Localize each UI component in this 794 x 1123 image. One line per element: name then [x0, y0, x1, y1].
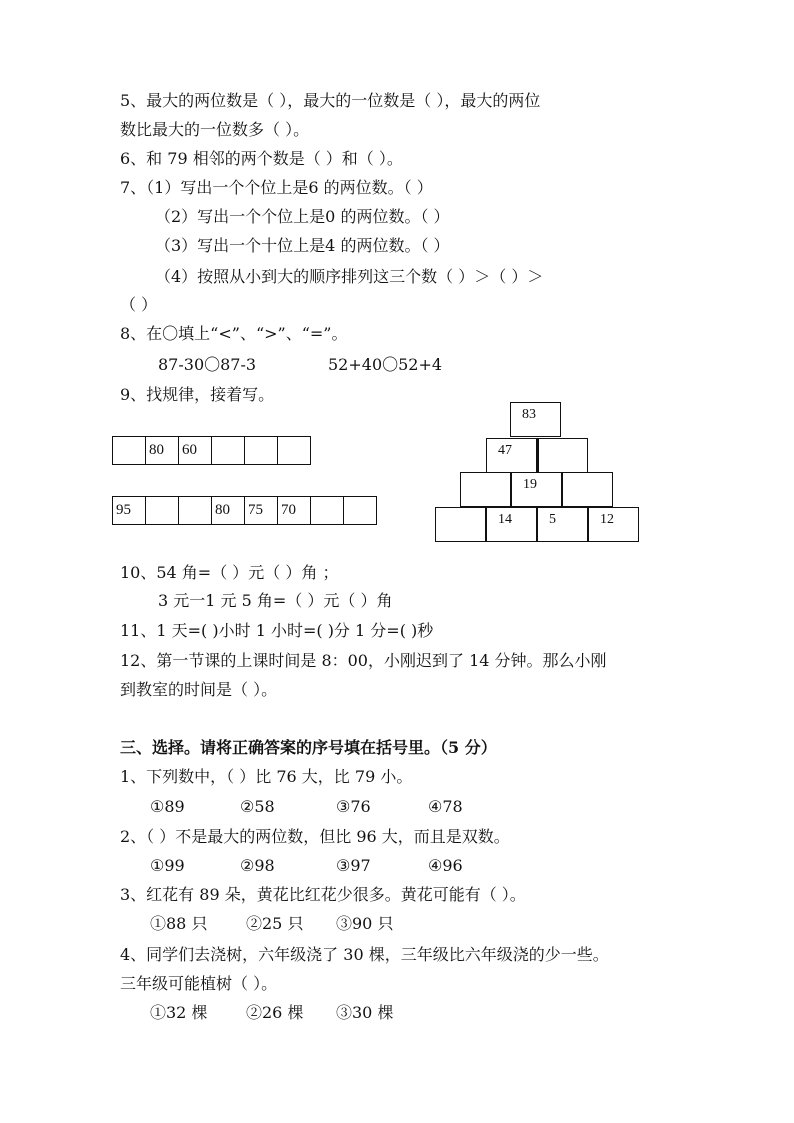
choice2-option: ④96 [428, 856, 463, 875]
choice4-option: ②26 棵 [246, 1003, 304, 1022]
pyramid-box [537, 438, 588, 473]
pyramid-box: 12 [588, 507, 639, 542]
q12-line2: 到教室的时间是（ ）。 [120, 680, 278, 699]
choice1-option: ③76 [336, 797, 371, 816]
choice4-option: ①32 棵 [150, 1003, 208, 1022]
seq1-cell: 60 [179, 437, 212, 465]
choice1-question: 1、下列数中，（ ）比 76 大，比 79 小。 [120, 767, 413, 786]
q5-line2: 数比最大的一位数多（ ）。 [120, 120, 310, 139]
choice3-option: ①88 只 [150, 914, 208, 933]
pyramid-box [460, 472, 511, 507]
choice3-option: ②25 只 [246, 914, 304, 933]
seq1-cell [212, 437, 245, 465]
pyramid-box: 14 [486, 507, 537, 542]
q12-line1: 12、第一节课的上课时间是 8：00，小刚迟到了 14 分钟。那么小刚 [120, 651, 607, 670]
seq1-cell [278, 437, 311, 465]
seq2-cell [344, 497, 377, 525]
seq2-cell: 70 [278, 497, 311, 525]
q7-1: 7、（1）写出一个个位上是6 的两位数。（ ） [120, 178, 433, 197]
q7-4-cont: （ ） [120, 295, 158, 314]
choice2-option: ②98 [240, 856, 275, 875]
choice2-option: ①99 [150, 856, 185, 875]
q5-line1: 5、最大的两位数是（ ），最大的一位数是（ ），最大的两位 [120, 91, 541, 110]
seq1-cell: 80 [146, 437, 179, 465]
q10-b: 3 元一1 元 5 角=（ ）元（ ）角 [158, 591, 393, 610]
choice4-question-line1: 4、同学们去浇树，六年级浇了 30 棵，三年级比六年级浇的少一些。 [120, 945, 609, 964]
q11: 11、1 天=( )小时 1 小时=( )分 1 分=( )秒 [120, 621, 434, 640]
sequence-row-1 [112, 436, 311, 465]
pyramid-box [562, 472, 613, 507]
seq2-cell [146, 497, 179, 525]
choice1-option: ④78 [428, 797, 463, 816]
seq2-cell: 80 [212, 497, 245, 525]
pyramid-box: 19 [511, 472, 562, 507]
seq1-cell [113, 437, 146, 465]
choice2-question: 2、（ ）不是最大的两位数，但比 96 大，而且是双数。 [120, 827, 510, 846]
q7-3: （3）写出一个十位上是4 的两位数。（ ） [155, 236, 450, 255]
q8: 8、在〇填上“<”、“>”、“=”。 [120, 324, 348, 343]
seq1-cell [245, 437, 278, 465]
q9: 9、找规律，接着写。 [120, 385, 275, 404]
q7-4: （4）按照从小到大的顺序排列这三个数（ ）＞（ ）＞ [155, 267, 544, 286]
choice2-option: ③97 [336, 856, 371, 875]
choice4-question-line2: 三年级可能植树（ ）。 [120, 974, 278, 993]
seq2-cell: 95 [113, 497, 146, 525]
q6: 6、和 79 相邻的两个数是（ ）和（ ）。 [120, 149, 403, 168]
q8-b: 52+40〇52+4 [328, 355, 443, 374]
pyramid-box: 5 [537, 507, 588, 542]
choice3-option: ③90 只 [336, 914, 394, 933]
seq2-cell [179, 497, 212, 525]
pyramid-box: 47 [486, 438, 537, 473]
choice1-option: ①89 [150, 797, 185, 816]
seq2-cell [311, 497, 344, 525]
choice3-question: 3、红花有 89 朵，黄花比红花少很多。黄花可能有（ ）。 [120, 885, 526, 904]
sequence-row-2 [112, 496, 377, 525]
pyramid-box [435, 507, 486, 542]
section3-heading: 三、选择。请将正确答案的序号填在括号里。（5 分） [120, 738, 497, 757]
choice4-option: ③30 棵 [336, 1003, 394, 1022]
q8-a: 87-30〇87-3 [158, 355, 257, 374]
seq2-cell: 75 [245, 497, 278, 525]
q10-a: 10、54 角=（ ）元（ ）角 ； [120, 563, 339, 582]
q7-2: （2）写出一个个位上是0 的两位数。（ ） [155, 207, 450, 226]
choice1-option: ②58 [240, 797, 275, 816]
pyramid-box: 83 [510, 402, 561, 437]
